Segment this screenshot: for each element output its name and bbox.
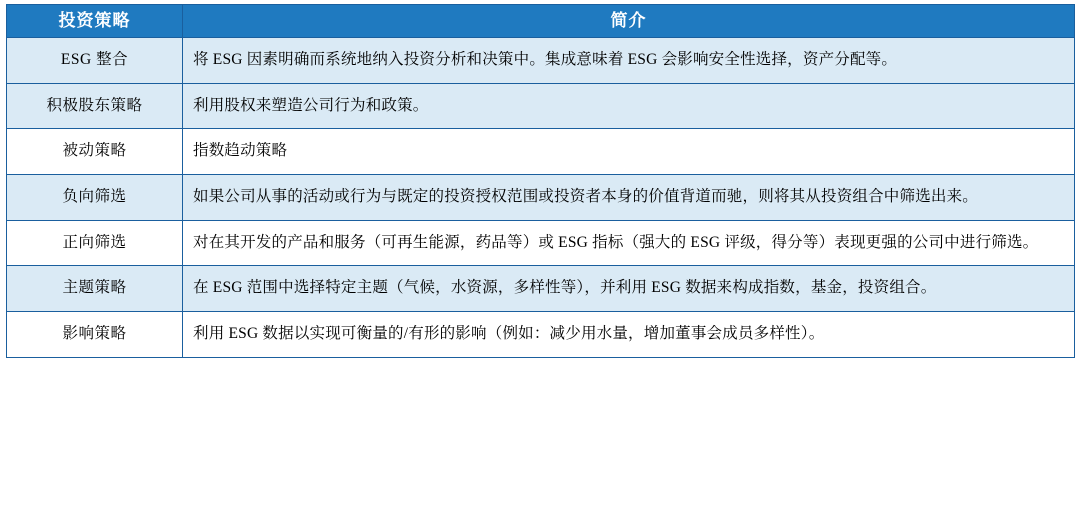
cell-strategy: 主题策略	[7, 266, 183, 312]
column-header-description: 简介	[183, 5, 1075, 38]
cell-description: 将 ESG 因素明确而系统地纳入投资分析和决策中。集成意味着 ESG 会影响安全性选择，资产分配等。	[183, 38, 1075, 84]
column-header-strategy: 投资策略	[7, 5, 183, 38]
cell-strategy: ESG 整合	[7, 38, 183, 84]
cell-strategy: 影响策略	[7, 312, 183, 358]
table-row	[7, 175, 1075, 221]
table-header	[7, 5, 1075, 38]
table-row	[7, 266, 1075, 312]
cell-description: 对在其开发的产品和服务（可再生能源，药品等）或 ESG 指标（强大的 ESG 评级，得分等）表现更强的公司中进行筛选。	[183, 220, 1075, 266]
cell-description: 在 ESG 范围中选择特定主题（气候，水资源，多样性等），并利用 ESG 数据来构成指数，基金，投资组合。	[183, 266, 1075, 312]
cell-strategy: 积极股东策略	[7, 83, 183, 129]
table-row	[7, 129, 1075, 175]
cell-description: 如果公司从事的活动或行为与既定的投资授权范围或投资者本身的价值背道而驰，则将其从投资组合中筛选出来。	[183, 175, 1075, 221]
cell-strategy: 被动策略	[7, 129, 183, 175]
table-row	[7, 220, 1075, 266]
cell-description: 指数趋动策略	[183, 129, 1075, 175]
table-row	[7, 83, 1075, 129]
table-body	[7, 38, 1075, 358]
esg-strategy-table	[6, 4, 1075, 358]
table-header-row	[7, 5, 1075, 38]
cell-description: 利用股权来塑造公司行为和政策。	[183, 83, 1075, 129]
cell-description: 利用 ESG 数据以实现可衡量的/有形的影响（例如：减少用水量，增加董事会成员多样性）。	[183, 312, 1075, 358]
cell-strategy: 正向筛选	[7, 220, 183, 266]
table-row	[7, 38, 1075, 84]
table-row	[7, 312, 1075, 358]
cell-strategy: 负向筛选	[7, 175, 183, 221]
